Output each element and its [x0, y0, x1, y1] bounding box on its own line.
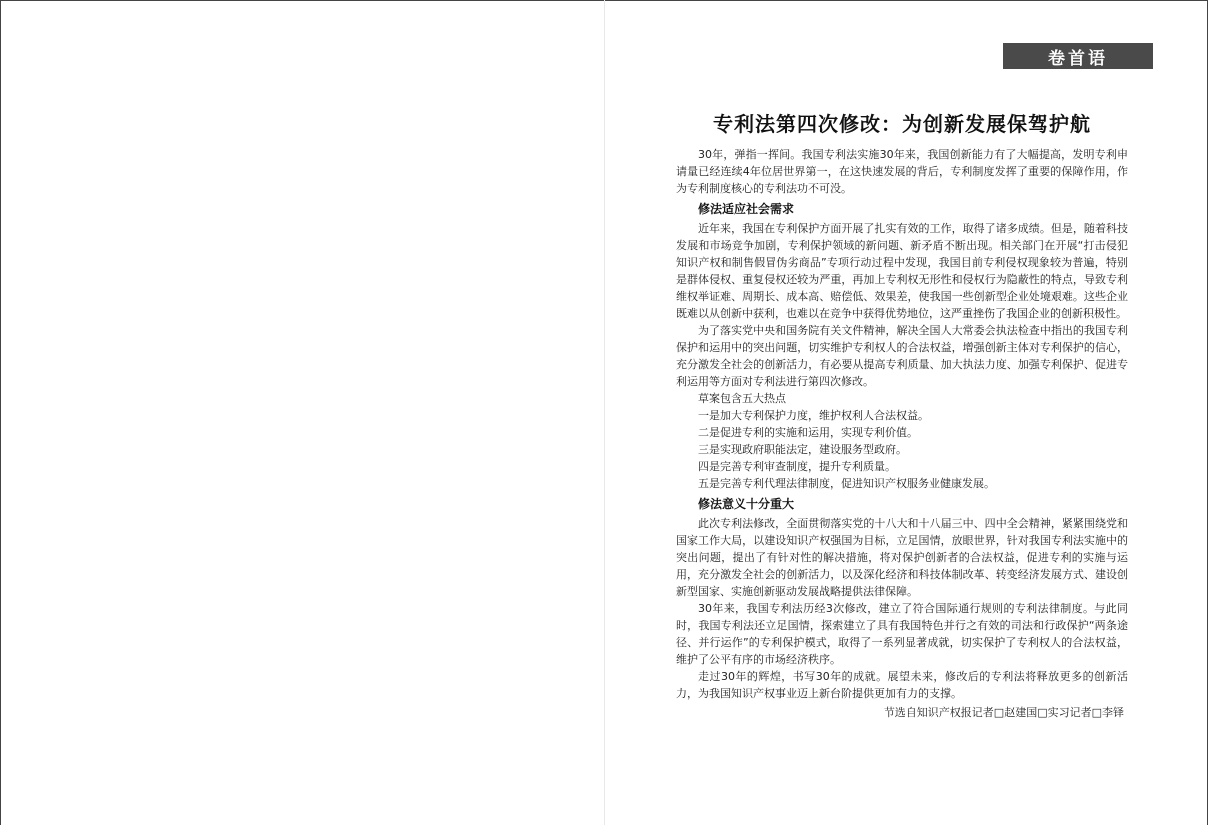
list-item: 五是完善专利代理法律制度，促进知识产权服务业健康发展。	[698, 477, 995, 490]
list-intro: 草案包含五大热点	[698, 392, 786, 405]
list-item: 一是加大专利保护力度，维护权利人合法权益。	[698, 409, 929, 422]
spine-divider	[604, 0, 605, 825]
list-item: 三是实现政府职能法定，建设服务型政府。	[698, 443, 907, 456]
body-paragraph: 30年来，我国专利法历经3次修改，建立了符合国际通行规则的专利法律制度。与此同时，我国专利法还立足国情，探索建立了具有我国特色并行之有效的司法和行政保护“两条途径、并行运作”的专利保护模式，取得了一系列显著成就，切实保护了专利权人的合法权益，维护了公平有序的市场经济秩序。	[676, 602, 1128, 666]
section-header-tag: 卷首语	[1003, 43, 1153, 69]
article-title: 专利法第四次修改：为创新发展保驾护航	[713, 112, 1091, 136]
body-paragraph: 为了落实党中央和国务院有关文件精神，解决全国人大常委会执法检查中指出的我国专利保护和运用中的突出问题，切实维护专利权人的合法权益，增强创新主体对专利保护的信心，充分激发全社会的创新活力，有必要从提高专利质量、加大执法力度、加强专利保护、促进专利运用等方面对专利法进行第四次修改。	[676, 324, 1128, 388]
list-item: 二是促进专利的实施和运用，实现专利价值。	[698, 426, 918, 439]
body-paragraph: 此次专利法修改，全面贯彻落实党的十八大和十八届三中、四中全会精神，紧紧围绕党和国家工作大局，以建设知识产权强国为目标，立足国情，放眼世界，针对我国专利法实施中的突出问题，提出了有针对性的解决措施，将对保护创新者的合法权益，促进专利的实施与运用，充分激发全社会的创新活力，以及深化经济和科技体制改革、转变经济发展方式、建设创新型国家、实施创新驱动发展战略提供法律保障。	[676, 517, 1128, 598]
section-heading: 修法意义十分重大	[698, 497, 795, 511]
body-paragraph: 走过30年的辉煌，书写30年的成就。展望未来，修改后的专利法将释放更多的创新活力，为我国知识产权事业迈上新台阶提供更加有力的支撑。	[676, 670, 1128, 700]
list-item: 四是完善专利审查制度，提升专利质量。	[698, 460, 896, 473]
intro-paragraph: 30年，弹指一挥间。我国专利法实施30年来，我国创新能力有了大幅提高，发明专利申请量已经连续4年位居世界第一，在这快速发展的背后，专利制度发挥了重要的保障作用，作为专利制度核心的专利法功不可没。	[676, 148, 1128, 195]
source-credit: 节选自知识产权报记者□赵建国□实习记者□李铎	[883, 706, 1124, 719]
body-paragraph: 近年来，我国在专利保护方面开展了扎实有效的工作，取得了诸多成绩。但是，随着科技发展和市场竞争加剧，专利保护领域的新问题、新矛盾不断出现。相关部门在开展“打击侵犯知识产权和制售假冒伪劣商品”专项行动过程中发现，我国目前专利侵权现象较为普遍，特别是群体侵权、重复侵权还较为严重，再加上专利权无形性和侵权行为隐蔽性的特点，导致专利维权举证难、周期长、成本高、赔偿低、效果差，使我国一些创新型企业处境艰难。这些企业既难以从创新中获利，也难以在竞争中获得优势地位，这严重挫伤了我国企业的创新积极性。	[676, 222, 1128, 320]
article-body	[676, 146, 1128, 721]
section-heading: 修法适应社会需求	[698, 202, 795, 216]
